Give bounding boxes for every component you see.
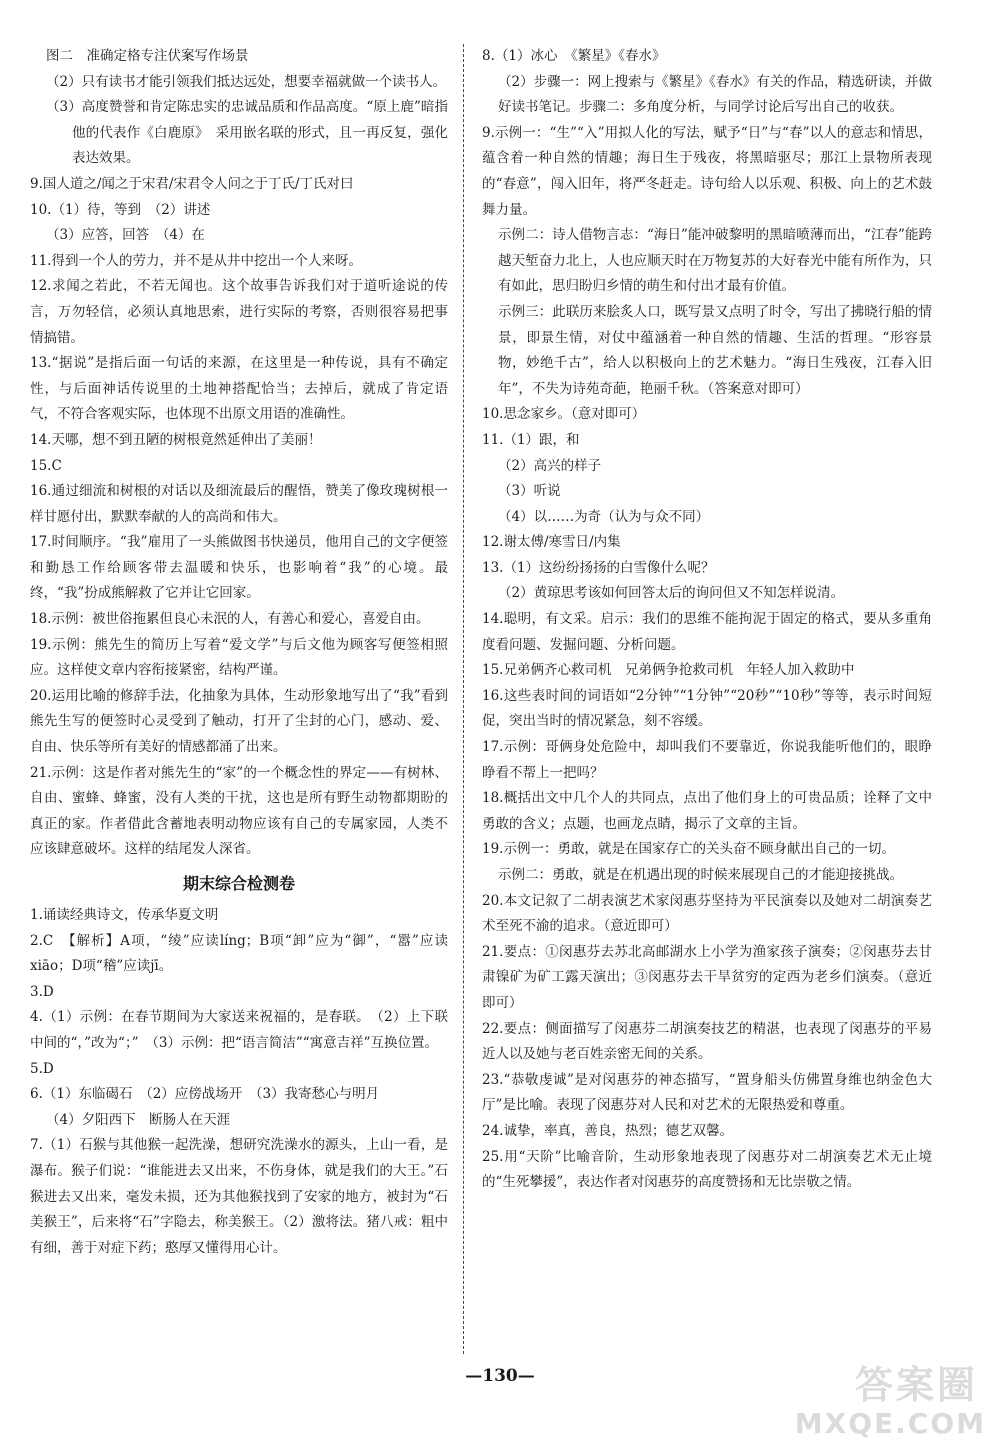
answer-entry: 10.（1）待，等到 （2）讲述 <box>30 201 211 218</box>
answer-entry: 5.D <box>30 1060 54 1077</box>
answer-entry: 9.国人道之/闻之于宋君/宋君令人问之于丁氏/丁氏对曰 <box>30 175 354 192</box>
answer-entry: 16.通过细流和树根的对话以及细流最后的醒悟，赞美了像玫瑰树根一样甘愿付出，默默奉献的人的高尚和伟大。 <box>30 483 448 525</box>
answer-entry: 1.诵读经典诗文，传承华夏文明 <box>30 907 219 923</box>
answer-entry: 21.要点：①闵惠芬去苏北高邮湖水上小学为渔家孩子演奏；②闵惠芬去甘肃镍矿为矿工露天演出；③闵惠芬去干旱贫穷的定西为老乡们演奏。（意近即可） <box>482 943 932 1011</box>
answer-entry: （2）黄琼思考该如何回答太后的询问但又不知怎样说清。 <box>498 585 845 602</box>
answer-entry: （2）步骤一：网上搜索与《繁星》《春水》有关的作品，精选研读，并做好读书笔记。步骤二：多角度分析，与同学讨论后写出自己的收获。 <box>498 73 932 116</box>
page-number: —130— <box>465 1366 535 1386</box>
answer-entry: 13.“据说”是指后面一句话的来源，在这里是一种传说，具有不确定性，与后面神话传说里的土地神搭配恰当；去掉后，就成了肯定语气，不符合客观实际，也体现不出原文用语的准确性。 <box>30 355 448 423</box>
answer-entry: 9.示例一：“生”“入”用拟人化的写法，赋予“日”与“春”以人的意志和情思，蕴含着一种自然的情趣；海日生于残夜，将黑暗驱尽；那江上景物所表现的“春意”，闯入旧年，将严冬赶走。诗句给人以乐观、积极、向上的艺术鼓舞力量。 <box>482 124 932 218</box>
answer-entry: 11.（1）跟，和 <box>482 431 580 448</box>
answer-entry: 15.兄弟俩齐心救司机 兄弟俩争抢救司机 年轻人加入救助中 <box>482 662 855 679</box>
watermark-logo-text: 答案圈 <box>854 1363 978 1407</box>
answer-entry: 示例三：此联历来脍炙人口，既写景又点明了时令，写出了拂晓行船的情景，即景生情，对仗中蕴涵着一种自然的情趣、生活的哲理。“形容景物，妙绝千古”，给人以积极向上的艺术魅力。“海日生残夜，江春入旧年”，不失为诗苑奇葩，艳丽千秋。（答案意对即可） <box>498 303 932 397</box>
answer-entry: 24.诚挚，率真，善良，热烈；德艺双馨。 <box>482 1122 733 1139</box>
watermark-url: MXQE.COM <box>794 1407 986 1440</box>
answer-entry: 图二 准确定格专注伏案写作场景 <box>46 48 249 64</box>
answer-entry: 3.D <box>30 983 54 1000</box>
site-watermark <box>776 1354 986 1440</box>
answer-entry: （3）听说 <box>498 483 561 500</box>
answer-entry: 18.概括出文中几个人的共同点，点出了他们身上的可贵品质；诠释了文中勇敢的含义；点题，也画龙点睛，揭示了文章的主旨。 <box>482 790 932 832</box>
answer-entry: 14.聪明，有文采。启示：我们的思维不能拘泥于固定的格式，要从多重角度看问题、发掘问题、分析问题。 <box>482 611 932 653</box>
left-answer-list-final-exam <box>30 903 448 1261</box>
answer-entry: 14.天哪，想不到丑陋的树根竟然延伸出了美丽！ <box>30 431 322 448</box>
answer-entry: 20.本文记叙了二胡表演艺术家闵惠芬坚持为平民演奏以及她对二胡演奏艺术至死不渝的追求。（意近即可） <box>482 892 932 935</box>
answer-entry: 20.运用比喻的修辞手法，化抽象为具体，生动形象地写出了“我”看到熊先生写的便签时心灵受到了触动，打开了尘封的心门，感动、爱、自由、快乐等所有美好的情感都涌了出来。 <box>30 687 448 756</box>
answer-entry: 4.（1）示例：在春节期间为大家送来祝福的，是春联。 （2）上下联中间的“，”改为“；” （3）示例：把“语言简洁”“寓意吉祥”互换位置。 <box>30 1009 448 1051</box>
answer-entry: 12.谢太傅/寒雪日/内集 <box>482 534 621 551</box>
answer-entry: 19.示例一：勇敢，就是在国家存亡的关头奋不顾身献出自己的一切。 <box>482 841 895 858</box>
answer-entry: 22.要点：侧面描写了闵惠芬二胡演奏技艺的精湛，也表现了闵惠芬的平易近人以及她与老百姓亲密无间的关系。 <box>482 1020 932 1063</box>
answer-entry: （4）以……为奇（认为与众不同） <box>498 508 710 525</box>
answer-entry: 18.示例：被世俗拖累但良心未泯的人，有善心和爱心，喜爱自由。 <box>30 611 430 628</box>
left-answer-list <box>30 44 448 863</box>
answer-entry: 示例二：勇敢，就是在机遇出现的时候来展现自己的才能迎接挑战。 <box>498 867 903 883</box>
answer-entry: 10.思念家乡。（意对即可） <box>482 406 646 423</box>
answer-entry: 13.（1）这纷纷扬扬的白雪像什么呢？ <box>482 559 715 576</box>
right-answer-list <box>482 44 932 1196</box>
answer-entry: （3）高度赞誉和肯定陈忠实的忠诚品质和作品高度。“原上鹿”暗指他的代表作《白鹿原》 采用嵌名联的形式，且一再反复，强化表达效果。 <box>46 99 448 167</box>
answer-entry: （3）应答，回答 （4）在 <box>46 227 205 244</box>
answer-entry: 15.C <box>30 457 62 474</box>
answer-entry: 16.这些表时间的词语如“2分钟”“1分钟”“20秒”“10秒”等等，表示时间短促，突出当时的情况紧急，刻不容缓。 <box>482 687 932 730</box>
answer-entry: 11.得到一个人的劳力，并不是从井中挖出一个人来呀。 <box>30 252 362 269</box>
right-column <box>482 44 932 1196</box>
answer-entry: 17.示例：哥俩身处危险中，却叫我们不要靠近，你说我能听他们的，眼睁睁看不帮上一把吗？ <box>482 739 932 781</box>
answer-entry: 21.示例：这是作者对熊先生的“家”的一个概念性的界定——有树林、自由、蜜蜂、蜂蜜，没有人类的干扰，这也是所有野生动物都期盼的真正的家。作者借此含蓄地表明动物应该有自己的专属家园，人类不应该肆意破坏。这样的结尾发人深省。 <box>30 764 448 858</box>
answer-entry: 6.（1）东临碣石 （2）应傍战场开 （3）我寄愁心与明月 <box>30 1086 380 1103</box>
answer-entry: 8.（1）冰心 《繁星》《春水》 <box>482 48 666 64</box>
left-column <box>30 44 448 1261</box>
answer-entry: （4）夕阳西下 断肠人在天涯 <box>46 1111 231 1128</box>
answer-entry: 25.用“天阶”比喻音阶，生动形象地表现了闵惠芬对二胡演奏艺术无止境的“生死攀援”，表达作者对闵惠芬的高度赞扬和无比崇敬之情。 <box>482 1148 932 1191</box>
answer-entry: 23.“恭敬虔诚”是对闵惠芬的神态描写，“置身船头仿佛置身维也纳金色大厅”是比喻。表现了闵惠芬对人民和对艺术的无限热爱和尊重。 <box>482 1071 932 1114</box>
answer-entry: 19.示例：熊先生的简历上写着“爱文学”与后文他为顾客写便签相照应。这样使文章内容衔接紧密，结构严谨。 <box>30 636 448 679</box>
answer-entry: （2）高兴的样子 <box>498 457 602 474</box>
section-title: 期末综合检测卷 <box>182 874 295 893</box>
answer-entry: 7.（1）石猴与其他猴一起洗澡，想研究洗澡水的源头，上山一看，是瀑布。猴子们说：“谁能进去又出来，不伤身体，就是我们的大王。”石猴进去又出来，毫发未损，还为其他猴找到了安家的地方，被封为“石美猴王”，后来将“石”字隐去，称美猴王。（2）激将法。猪八戒：粗中有细，善于对症下药；憨厚又懂得用心计。 <box>30 1137 448 1256</box>
answer-entry: （2）只有读书才能引领我们抵达远处，想要幸福就做一个读书人。 <box>46 73 447 90</box>
answer-entry: 17.时间顺序。“我”雇用了一头熊做图书快递员，他用自己的文字便签和勤恳工作给顾客带去温暖和快乐，也影响着“我”的心境。最终，“我”扮成熊解救了它并让它回家。 <box>30 534 448 602</box>
answer-entry: 12.求闻之若此，不若无闻也。这个故事告诉我们对于道听途说的传言，万勿轻信，必须认真地思索，进行实际的考察，否则很容易把事情搞错。 <box>30 278 448 346</box>
column-divider <box>463 44 464 1354</box>
answer-entry: 2.C 【解析】A项，“绫”应读líng；B项“卸”应为“御”，“嚣”应读xiāo；D项“稽”应读jī。 <box>30 932 448 975</box>
answer-entry: 示例二：诗人借物言志：“海日”能冲破黎明的黑暗喷薄而出，“江春”能跨越天堑奋力北上，人也应顺天时在万物复苏的大好春光中能有所作为，只有如此，思归盼归乡情的萌生和付出才最有价值。 <box>498 227 932 295</box>
